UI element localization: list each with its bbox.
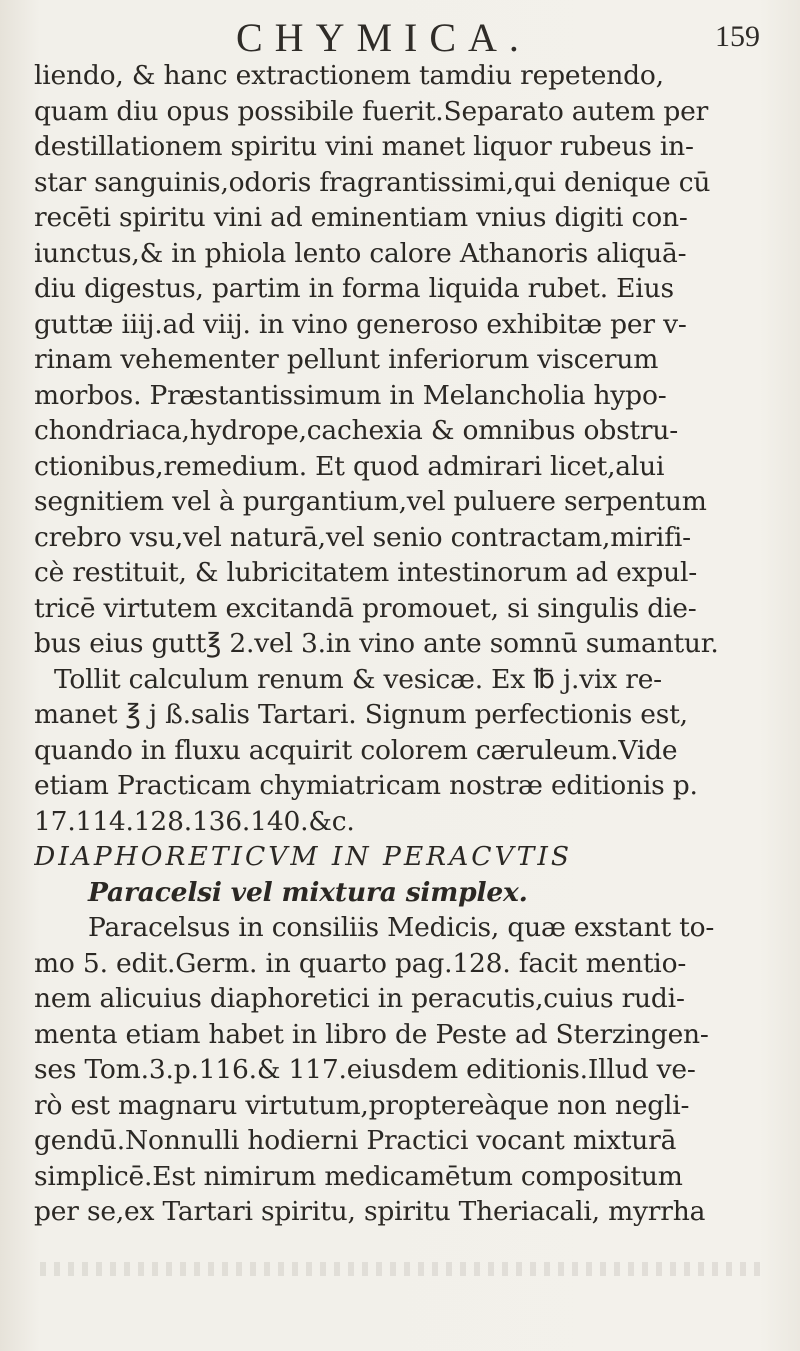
text-line: 17.114.128.136.140.&c. <box>34 805 355 837</box>
section-heading: DIAPHORETICVM IN PERACVTIS <box>34 841 572 872</box>
text-line: rò est magnaru virtutum,proptereàque non negli- <box>34 1089 690 1121</box>
text-line: ses Tom.3.p.116.& 117.eiusdem editionis.Illud ve- <box>34 1054 696 1085</box>
text-line: segnitiem vel à purgantium,vel puluere serpentum <box>34 486 707 517</box>
text-line: quando in fluxu acquirit colorem cæruleum.Vide <box>34 734 678 766</box>
cut-off-line-remnant <box>40 1262 760 1276</box>
text-line: recēti spiritu vini ad eminentiam vnius digiti con- <box>34 202 688 233</box>
running-head: CHYMICA. <box>236 15 531 60</box>
text-line: liendo, & hanc extractionem tamdiu repetendo, <box>34 60 664 91</box>
text-line: ctionibus,remedium. Et quod admirari licet,alui <box>34 450 665 482</box>
text-line: gendū.Nonnulli hodierni Practici vocant mixturā <box>34 1125 677 1156</box>
text-line: mo 5. edit.Germ. in quarto pag.128. facit mentio- <box>34 947 687 979</box>
text-line: destillationem spiritu vini manet liquor rubeus in- <box>34 131 694 162</box>
text-line: chondriaca,hydrope,cachexia & omnibus obstru- <box>34 415 679 446</box>
text-line: per se,ex Tartari spiritu, spiritu Theriacali, myrrha <box>34 1196 706 1227</box>
text-line: simplicē.Est nimirum medicamētum compositum <box>34 1160 683 1192</box>
text-line: tricē virtutem excitandā promouet, si singulis die- <box>34 592 697 624</box>
text-line: Paracelsus in consiliis Medicis, quæ exstant to- <box>88 912 715 943</box>
text-line: nem alicuius diaphoretici in peracutis,cuius rudi- <box>34 983 685 1014</box>
text-line: bus eius gutt℥ 2.vel 3.in vino ante somnū sumantur. <box>34 628 719 659</box>
text-line: rinam vehementer pellunt inferiorum viscerum <box>34 344 659 375</box>
text-line: diu digestus, partim in forma liquida rubet. Eius <box>34 273 674 304</box>
text-line: quam diu opus possibile fuerit.Separato autem per <box>34 95 709 127</box>
section-subtitle: Paracelsi vel mixtura simplex. <box>88 876 528 908</box>
text-line: menta etiam habet in libro de Peste ad Sterzingen- <box>34 1018 709 1050</box>
text-line: etiam Practicam chymiatricam nostræ editionis p. <box>34 770 698 801</box>
text-line: Tollit calculum renum & vesicæ. Ex ℔ j.vix re- <box>54 663 662 695</box>
text-line: crebro vsu,vel naturā,vel senio contractam,mirifi- <box>34 521 691 553</box>
body-text <box>34 58 774 1230</box>
text-line: iunctus,& in phiola lento calore Athanoris aliquā- <box>34 237 687 269</box>
page-header <box>0 14 800 58</box>
text-line: guttæ iiij.ad viij. in vino generoso exhibitæ per v- <box>34 308 687 340</box>
text-line: star sanguinis,odoris fragrantissimi,qui denique cū <box>34 166 711 198</box>
text-line: manet ℥ j ß.salis Tartari. Signum perfectionis est, <box>34 699 688 730</box>
text-line: cè restituit, & lubricitatem intestinorum ad expul- <box>34 557 698 588</box>
text-line: morbos. Præstantissimum in Melancholia hypo- <box>34 379 667 411</box>
page-number: 159 <box>715 20 760 53</box>
